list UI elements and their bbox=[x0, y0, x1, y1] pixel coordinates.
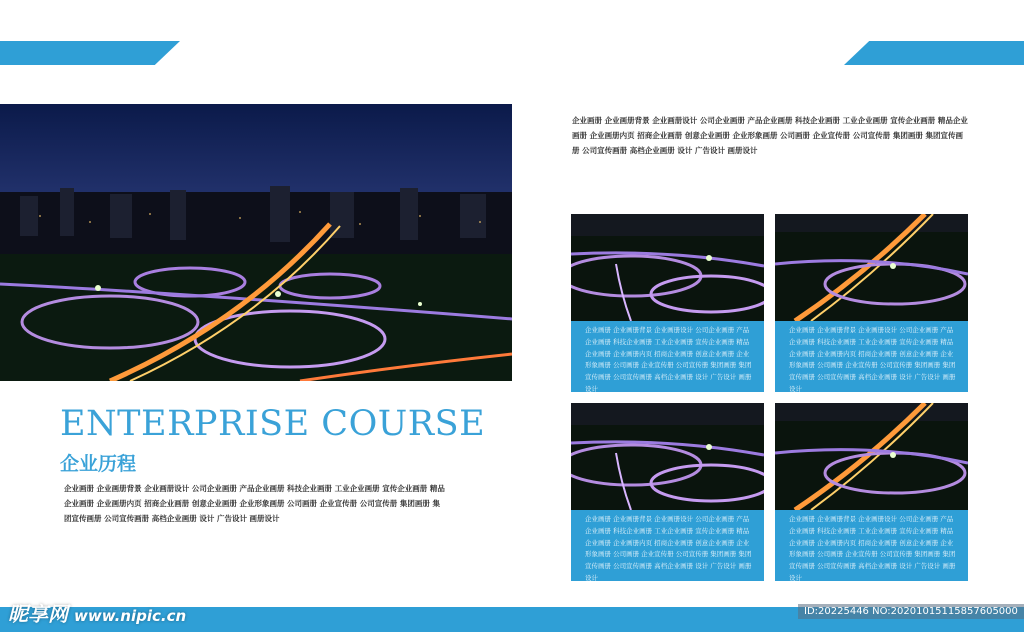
thumbnail-caption-4: 企业画册 企业画册背景 企业画册设计 公司企业画册 产品企业画册 科技企业画册 工业企业画册 宣传企业画册 精品企业画册 企业画册内页 招商企业画册 创意企业画册 企业形象画册 公司画册 企业宣传册 公司宣传册 集团画册 集团宣传画册 公司宣传画册 高档企业画册 设计 广告设计 画册设计 bbox=[775, 510, 968, 581]
thumbnail-photo-3 bbox=[571, 403, 764, 510]
page-title-cn: 企业历程 bbox=[60, 453, 137, 475]
thumbnail-caption-3: 企业画册 企业画册背景 企业画册设计 公司企业画册 产品企业画册 科技企业画册 工业企业画册 宣传企业画册 精品企业画册 企业画册内页 招商企业画册 创意企业画册 企业形象画册 公司画册 企业宣传册 公司宣传册 集团画册 集团宣传画册 公司宣传画册 高档企业画册 设计 广告设计 画册设计 bbox=[571, 510, 764, 581]
watermark-url: www.nipic.cn bbox=[74, 607, 187, 625]
watermark-brand: 昵享网 bbox=[8, 602, 68, 626]
top-right-accent-band bbox=[844, 41, 1024, 65]
watermark-logo bbox=[8, 598, 186, 627]
page-title-en: ENTERPRISE COURSE bbox=[60, 404, 486, 444]
thumbnail-caption-1: 企业画册 企业画册背景 企业画册设计 公司企业画册 产品企业画册 科技企业画册 工业企业画册 宣传企业画册 精品企业画册 企业画册内页 招商企业画册 创意企业画册 企业形象画册 公司画册 企业宣传册 公司宣传册 集团画册 集团宣传画册 公司宣传画册 高档企业画册 设计 广告设计 画册设计 bbox=[571, 321, 764, 392]
thumbnail-photo-4 bbox=[775, 403, 968, 510]
thumbnail-photo-1 bbox=[571, 214, 764, 321]
thumbnail-caption-2: 企业画册 企业画册背景 企业画册设计 公司企业画册 产品企业画册 科技企业画册 工业企业画册 宣传企业画册 精品企业画册 企业画册内页 招商企业画册 创意企业画册 企业形象画册 公司画册 企业宣传册 公司宣传册 集团画册 集团宣传画册 公司宣传画册 高档企业画册 设计 广告设计 画册设计 bbox=[775, 321, 968, 392]
top-left-accent-band bbox=[0, 41, 180, 65]
watermark-id-text: ID:20225446 NO:20201015115857605000 bbox=[798, 604, 1024, 619]
left-body-text: 企业画册 企业画册背景 企业画册设计 公司企业画册 产品企业画册 科技企业画册 工业企业画册 宣传企业画册 精品企业画册 企业画册内页 招商企业画册 创意企业画册 企业形象画册 公司画册 企业宣传册 公司宣传册 集团画册 集团宣传画册 公司宣传画册 高档企业画册 设计 广告设计 画册设计 bbox=[64, 484, 445, 523]
right-intro-text: 企业画册 企业画册背景 企业画册设计 公司企业画册 产品企业画册 科技企业画册 工业企业画册 宣传企业画册 精品企业画册 企业画册内页 招商企业画册 创意企业画册 企业形象画册 公司画册 企业宣传册 公司宣传册 集团画册 集团宣传画册 公司宣传画册 高档企业画册 设计 广告设计 画册设计 bbox=[572, 116, 968, 155]
main-interchange-photo bbox=[0, 104, 512, 381]
thumbnail-photo-2 bbox=[775, 214, 968, 321]
